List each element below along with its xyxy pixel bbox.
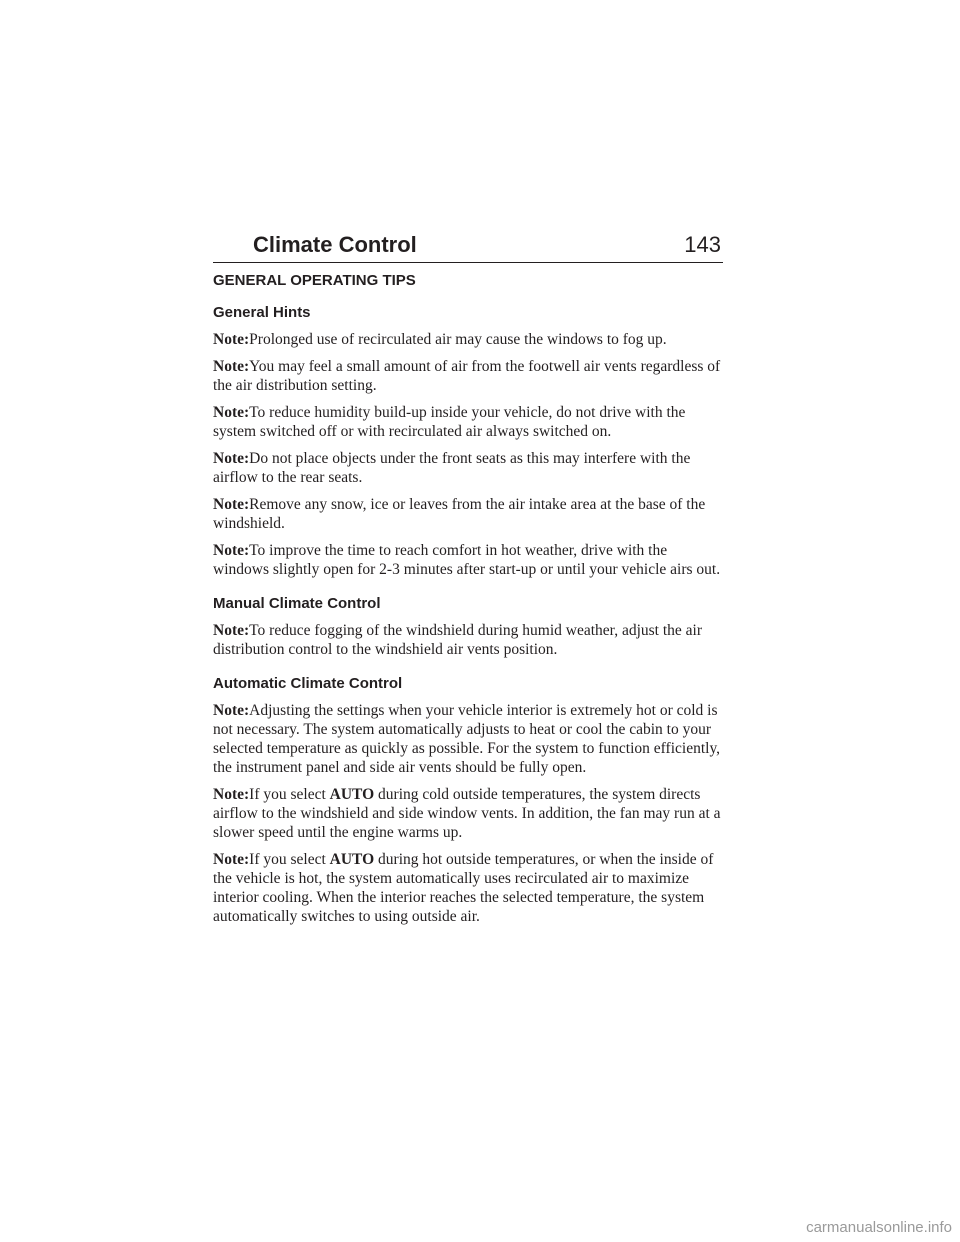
manual-page xyxy=(213,226,723,934)
auto-keyword: AUTO xyxy=(329,786,375,803)
note-text: If you select xyxy=(249,851,330,868)
note-label: Note: xyxy=(213,450,250,467)
note-text: To reduce humidity build-up inside your vehicle, do not drive with the system switched off or with recirculated air always switched on. xyxy=(213,404,686,440)
automatic-climate-heading: Automatic Climate Control xyxy=(213,675,403,692)
note-paragraph xyxy=(213,701,723,777)
general-hints-heading: General Hints xyxy=(213,304,311,321)
note-paragraph xyxy=(213,621,723,659)
note-text: Do not place objects under the front seats as this may interfere with the airflow to the rear seats. xyxy=(213,450,691,486)
note-label: Note: xyxy=(213,622,250,639)
section-title: GENERAL OPERATING TIPS xyxy=(213,272,416,289)
auto-keyword: AUTO xyxy=(329,851,375,868)
note-label: Note: xyxy=(213,331,250,348)
note-text: during hot outside temperatures, or when the inside of the vehicle is hot, the system automatically uses recirculated air to maximize interior cooling. When the interior reaches the selected temperature, the system automatically switches to using outside air. xyxy=(213,851,714,925)
note-text: during cold outside temperatures, the system directs airflow to the windshield and side window vents. In addition, the fan may run at a slower speed until the engine warms up. xyxy=(213,786,721,841)
note-text: To improve the time to reach comfort in hot weather, drive with the windows slightly open for 2-3 minutes after start-up or until your vehicle airs out. xyxy=(213,542,721,578)
note-paragraph xyxy=(213,785,723,842)
note-label: Note: xyxy=(213,702,250,719)
note-paragraph xyxy=(213,495,723,533)
note-paragraph xyxy=(213,330,723,349)
note-paragraph xyxy=(213,403,723,441)
note-paragraph xyxy=(213,357,723,395)
note-paragraph xyxy=(213,541,723,579)
page-number: 143 xyxy=(684,232,721,257)
note-label: Note: xyxy=(213,358,250,375)
note-text: Adjusting the settings when your vehicle interior is extremely hot or cold is not necessary. The system automatically adjusts to heat or cool the cabin to your selected temperature as quickly as possible. For the system to function efficiently, the instrument panel and side air vents should be fully open. xyxy=(213,702,721,776)
note-label: Note: xyxy=(213,496,250,513)
note-paragraph xyxy=(213,850,723,926)
note-text: To reduce fogging of the windshield during humid weather, adjust the air distribution control to the windshield air vents position. xyxy=(213,622,703,658)
note-label: Note: xyxy=(213,786,250,803)
manual-climate-heading: Manual Climate Control xyxy=(213,595,381,612)
chapter-title: Climate Control xyxy=(253,232,417,257)
note-text: If you select xyxy=(249,786,330,803)
note-label: Note: xyxy=(213,542,250,559)
note-paragraph xyxy=(213,449,723,487)
note-label: Note: xyxy=(213,851,250,868)
note-text: You may feel a small amount of air from the footwell air vents regardless of the air distribution setting. xyxy=(213,358,721,394)
note-text: Remove any snow, ice or leaves from the air intake area at the base of the windshield. xyxy=(213,496,706,532)
site-watermark: carmanualsonline.info xyxy=(806,1219,952,1236)
note-text: Prolonged use of recirculated air may cause the windows to fog up. xyxy=(249,331,667,348)
note-label: Note: xyxy=(213,404,250,421)
running-header xyxy=(213,226,723,263)
page-content xyxy=(213,271,723,926)
